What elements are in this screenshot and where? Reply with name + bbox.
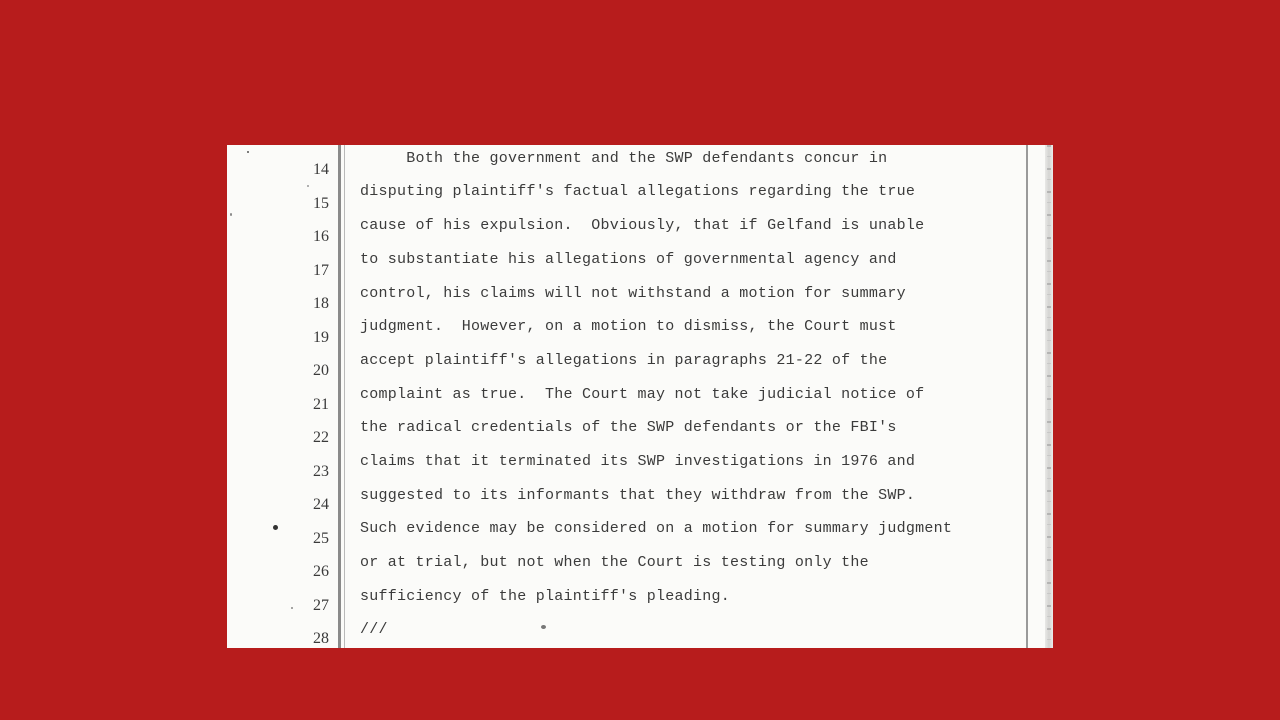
line-number: 18: [313, 295, 329, 312]
text-line: disputing plaintiff's factual allegations regarding the true: [360, 183, 916, 200]
text-line: ///: [360, 621, 388, 638]
line-number: 19: [313, 329, 329, 346]
text-line: accept plaintiff's allegations in paragraphs 21-22 of the: [360, 352, 888, 369]
scan-speck: [230, 213, 232, 216]
line-number: 16: [313, 228, 329, 245]
text-line: or at trial, but not when the Court is testing only the: [360, 554, 869, 571]
text-line: judgment. However, on a motion to dismiss, the Court must: [360, 318, 897, 335]
line-number: 24: [313, 496, 329, 513]
text-line: cause of his expulsion. Obviously, that if Gelfand is unable: [360, 217, 925, 234]
text-line: sufficiency of the plaintiff's pleading.: [360, 588, 731, 605]
text-line: complaint as true. The Court may not take judicial notice of: [360, 386, 925, 403]
scan-speck: [307, 185, 309, 187]
line-number: 17: [313, 262, 329, 279]
line-number: 26: [313, 563, 329, 580]
line-number: 23: [313, 463, 329, 480]
left-margin-rule-inner: [344, 145, 345, 648]
line-number: 27: [313, 597, 329, 614]
text-line: the radical credentials of the SWP defendants or the FBI's: [360, 419, 897, 436]
text-line: to substantiate his allegations of governmental agency and: [360, 251, 897, 268]
line-number: 20: [313, 362, 329, 379]
document-page: [227, 145, 1053, 648]
right-margin-rule: [1026, 145, 1028, 648]
scan-speck: [273, 525, 278, 530]
line-number: 28: [313, 630, 329, 647]
line-number: 25: [313, 530, 329, 547]
text-line: Both the government and the SWP defendants concur in: [360, 150, 888, 167]
line-number: 14: [313, 161, 329, 178]
text-line: control, his claims will not withstand a motion for summary: [360, 285, 906, 302]
scan-speck: [541, 625, 546, 629]
line-number: 21: [313, 396, 329, 413]
text-line: suggested to its informants that they withdraw from the SWP.: [360, 487, 916, 504]
scan-speck: [291, 607, 293, 609]
text-line: Such evidence may be considered on a motion for summary judgment: [360, 520, 953, 537]
line-number: 22: [313, 429, 329, 446]
scan-speck: [247, 151, 249, 153]
left-margin-rule: [338, 145, 341, 648]
text-line: claims that it terminated its SWP investigations in 1976 and: [360, 453, 916, 470]
scanned-edge-specks: [1047, 145, 1051, 648]
line-number: 15: [313, 195, 329, 212]
